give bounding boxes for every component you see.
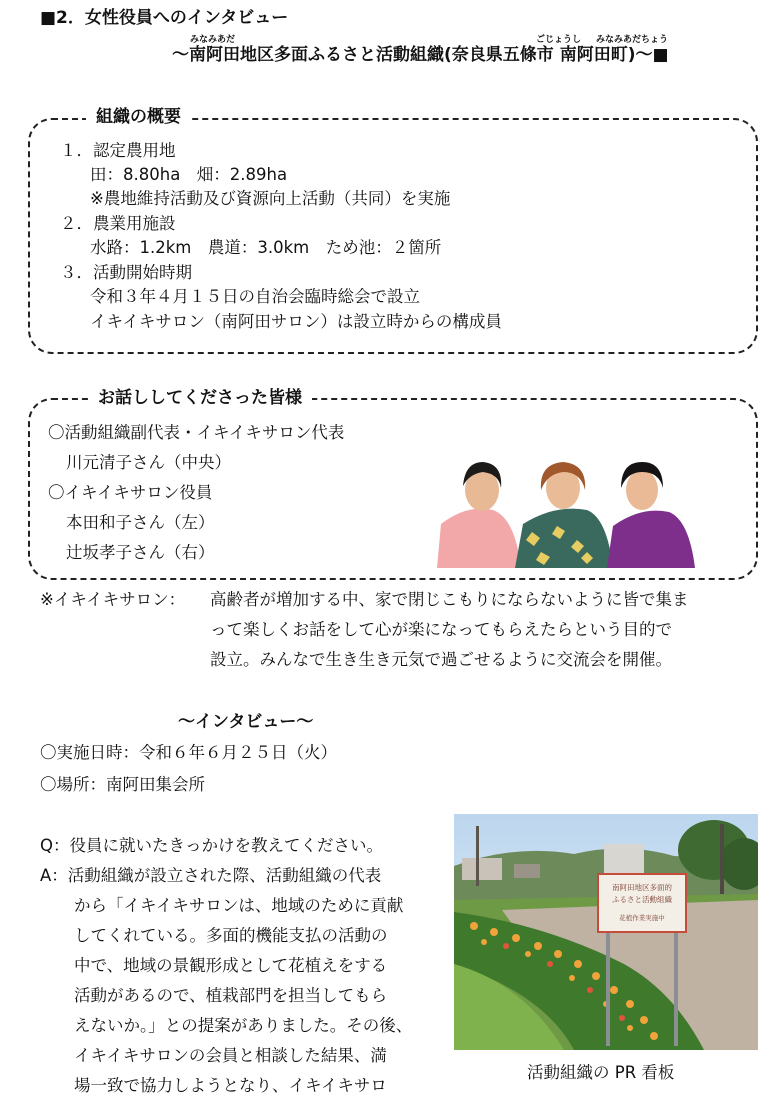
ruby-gojo: ごじょうし <box>536 35 582 45</box>
sign-line: 花植作業実施中 <box>619 914 665 922</box>
speaker-line: 本田和子さん（左） <box>66 513 215 532</box>
speakers-heading: お話ししてくださった皆様 <box>88 388 312 408</box>
answer-line: してくれている。多面的機能支払の活動の <box>74 926 388 945</box>
note-label: ※イキイキサロン： <box>40 590 186 609</box>
answer-line: から「イキイキサロンは、地域のために貢献 <box>74 896 404 915</box>
answer-line: イキイキサロンの会員と相談した結果、満 <box>74 1046 387 1065</box>
speaker-line: 〇活動組織副代表・イキイキサロン代表 <box>48 423 345 442</box>
interview-place: 〇場所：南阿田集会所 <box>40 775 205 794</box>
ruby-minamiada: みなみあだ <box>190 35 236 45</box>
sign-line: ふるさと活動組織 <box>612 895 672 904</box>
section-title: ■2．女性役員へのインタビュー <box>40 8 289 28</box>
section-subtitle: ～南阿田地区多面ふるさと活動組織(奈良県五條市 南阿田町)～■ <box>172 45 669 65</box>
sign-line: 南阿田地区多面的 <box>612 883 672 892</box>
speakers-photo <box>437 452 697 568</box>
photo-caption: 活動組織の PR 看板 <box>527 1063 675 1082</box>
question-1: Q：役員に就いたきっかけを教えてください。 <box>40 836 383 855</box>
overview-line: ２．農業用施設 <box>60 214 176 233</box>
overview-line: ※農地維持活動及び資源向上活動（共同）を実施 <box>90 189 451 208</box>
overview-line: ３．活動開始時期 <box>60 263 192 282</box>
note-line: 高齢者が増加する中、家で閉じこもりにならないように皆で集ま <box>210 590 689 609</box>
pr-sign-photo <box>454 814 758 1050</box>
note-line: って楽しくお話をして心が楽になってもらえたらという目的で <box>210 620 672 639</box>
speaker-line: 辻坂孝子さん（右） <box>66 543 215 562</box>
speaker-line: 川元清子さん（中央） <box>66 453 231 472</box>
answer-line: A：活動組織が設立された際、活動組織の代表 <box>40 866 382 885</box>
speaker-line: 〇イキイキサロン役員 <box>48 483 213 502</box>
overview-line: 田：8.80ha 畑：2.89ha <box>90 165 288 184</box>
overview-line: イキイキサロン（南阿田サロン）は設立時からの構成員 <box>90 312 502 331</box>
answer-line: 中で、地域の景観形成として花植えをする <box>74 956 388 975</box>
interview-date: 〇実施日時：令和６年６月２５日（火） <box>40 743 337 762</box>
answer-line: 場一致で協力しようとなり、イキイキサロ <box>74 1076 387 1095</box>
answer-line: えないか。」との提案がありました。その後、 <box>74 1016 413 1035</box>
note-line: 設立。みんなで生き生き元気で過ごせるように交流会を開催。 <box>210 650 672 669</box>
answer-line: 活動があるので、植栽部門を担当してもら <box>74 986 388 1005</box>
overview-heading: 組織の概要 <box>86 107 191 127</box>
overview-line: 水路：1.2km 農道：3.0km ため池：２箇所 <box>90 238 442 257</box>
overview-line: １．認定農用地 <box>60 141 176 160</box>
ruby-minamiadacho: みなみあだちょう <box>596 35 669 45</box>
interview-heading: ～インタビュー～ <box>178 712 314 732</box>
overview-line: 令和３年４月１５日の自治会臨時総会で設立 <box>90 287 420 306</box>
